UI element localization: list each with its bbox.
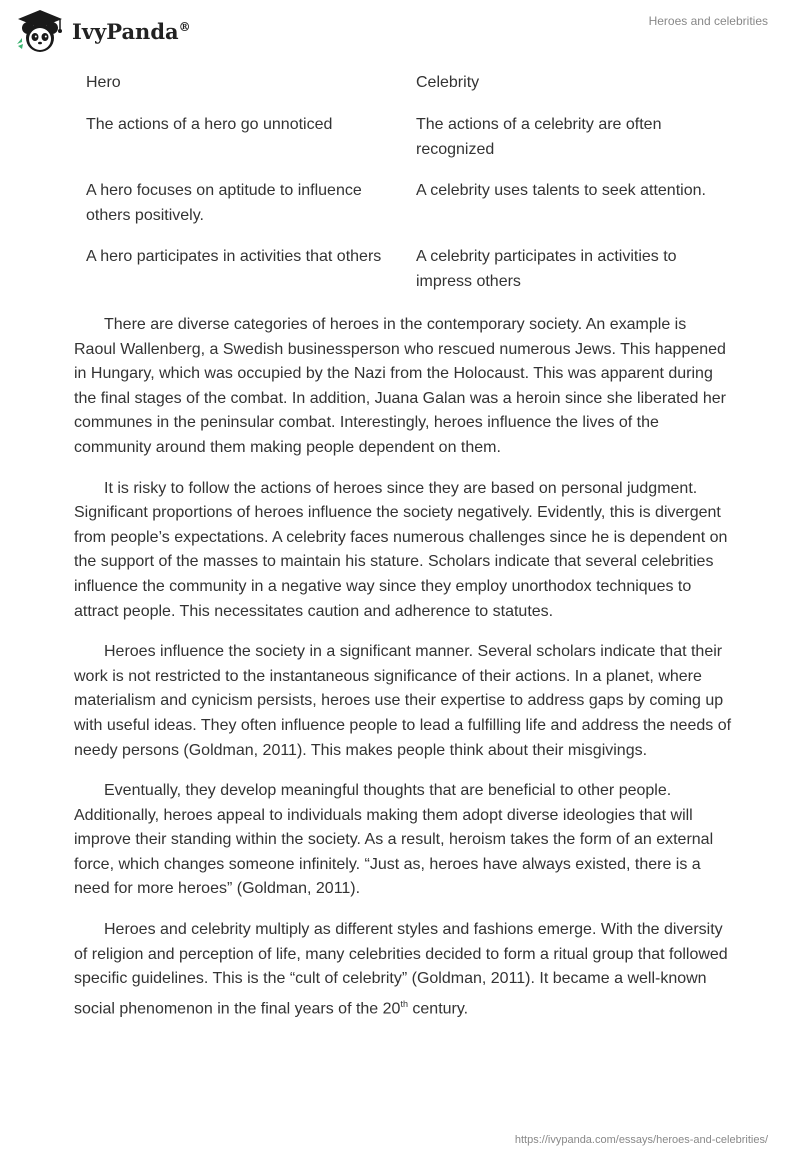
paragraph: Heroes influence the society in a significant manner. Several scholars indicate that their work is not restricted to the instantaneous significance of their actions. In a planet, where materialism and cynicism persists, heroes use their expertise to address gaps by coming up with useful ideas. They often influence people to lead a fulfilling life and address the needs of needy persons (Goldman, 2011). This makes people think about their misgivings. [74,643,732,759]
document-title: Heroes and celebrities [648,14,768,28]
table-header-cell: Celebrity [416,74,480,91]
superscript: th [400,998,408,1009]
paragraph: Eventually, they develop meaningful thoughts that are beneficial to other people. Additionally, heroes appeal to individuals making them adopt diverse ideologies that will improve their standing within the society. As a result, heroism takes the form of an external force, which changes someone infinitely. “Just as, heroes have always existed, there is a need for more heroes” (Goldman, 2011). [74,782,714,898]
table-row [74,112,734,178]
table-cell: A hero participates in activities that others [86,248,382,265]
table-cell: A hero focuses on aptitude to influence others positively. [86,182,362,224]
paragraph-text: century. [407,1000,469,1018]
page-header [0,0,800,60]
table-row [74,178,734,244]
ivypanda-logo[interactable] [14,8,191,54]
table-cell: A celebrity participates in activities to impress others [416,248,677,290]
essay-body [74,313,732,1038]
paragraph-text: Heroes and celebrity multiply as different styles and fashions emerge. With the diversity of religion and perception of life, many celebrities decided to form a ritual group that followed specific guidelines. This is the “cult of celebrity” (Goldman, 2011). It became a well-known social phenomenon in the final years of the 20 [74,921,728,1018]
paragraph: There are diverse categories of heroes in the contemporary society. An example is Raoul Wallenberg, a Swedish businessperson who rescued numerous Jews. This happened in Hungary, which was occupied by the Nazi from the Holocaust. This was apparent during the final stages of the combat. In addition, Juana Galan was a heroin since she liberated her communes in the peninsular combat. Interestingly, heroes influence the lives of the community around them making people dependent on them. [74,316,726,456]
hero-celebrity-comparison-table [74,70,734,310]
table-cell: The actions of a hero go unnoticed [86,116,333,133]
paragraph: It is risky to follow the actions of heroes since they are based on personal judgment. Significant proportions of heroes influence the society negatively. Evidently, this is divergent from people’s expectations. A celebrity faces numerous challenges since he is dependent on the support of the masses to maintain his stature. Scholars indicate that several celebrities influence the community in a negative way since they employ unorthodox techniques to attract people. This necessitates caution and adherence to statutes. [74,479,728,620]
table-cell: A celebrity uses talents to seek attention. [416,182,706,199]
panda-graduation-cap-icon [14,8,66,54]
table-header-cell: Hero [86,74,121,91]
table-cell: The actions of a celebrity are often recognized [416,116,662,158]
paragraph [74,918,732,1022]
table-header-row [74,70,734,112]
table-row [74,244,734,310]
brand-name: IvyPanda® [72,18,191,44]
source-url[interactable]: https://ivypanda.com/essays/heroes-and-celebrities/ [514,1134,768,1146]
